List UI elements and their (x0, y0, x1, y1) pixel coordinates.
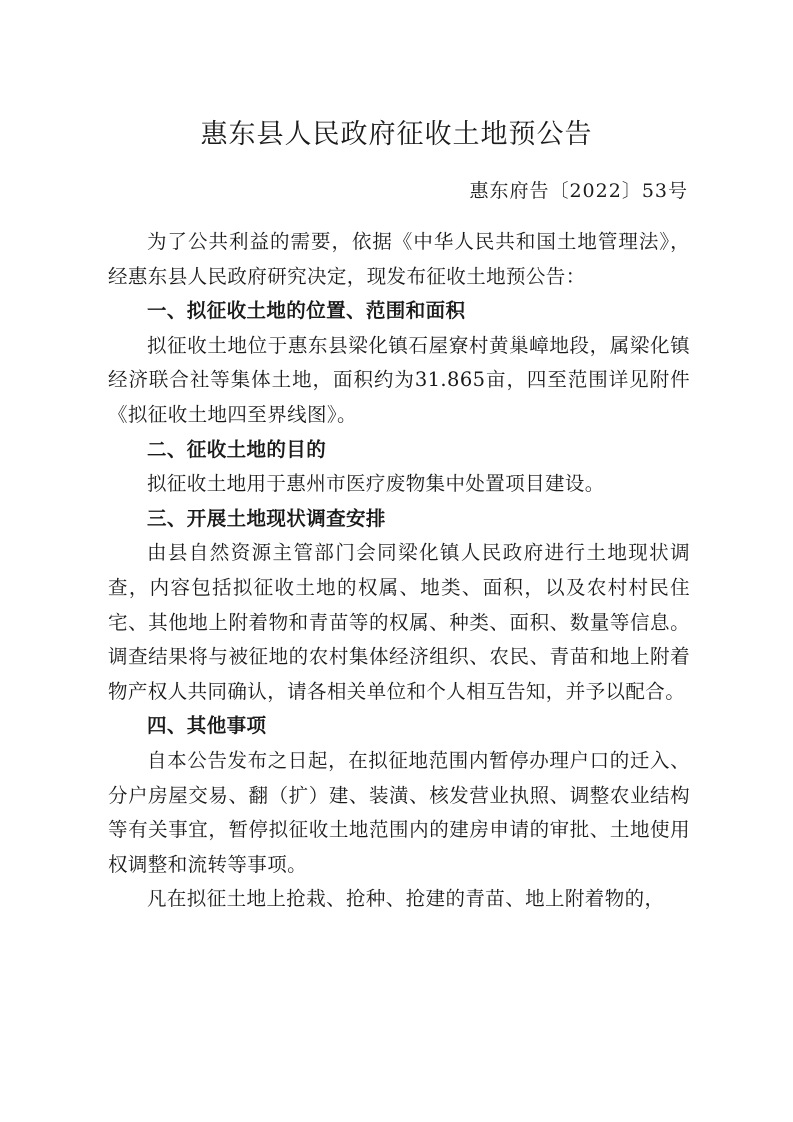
section-heading-survey: 三、开展土地现状调查安排 (147, 506, 386, 530)
document-number: 惠东府告〔2022〕53号 (469, 180, 688, 202)
section-paragraph-other-suspension: 自本公告发布之日起，在拟征地范围内暂停办理户口的迁入、分户房屋交易、翻（扩）建、装潢、核发营业执照、调整农业结构等有关事宜，暂停拟征收土地范围内的建房申请的审批、土地使用权调整和流转等事项。 (108, 748, 690, 876)
section-paragraph-other-rush-planting: 凡在拟征土地上抢栽、抢种、抢建的青苗、地上附着物的， (147, 887, 665, 911)
intro-paragraph: 为了公共利益的需要，依据《中华人民共和国土地管理法》，经惠东县人民政府研究决定，现发布征收土地预公告： (108, 230, 690, 288)
section-paragraph-location: 拟征收土地位于惠东县梁化镇石屋寮村黄巢嶂地段，属梁化镇经济联合社等集体土地，面积约为31.865亩，四至范围详见附件《拟征收土地四至界线图》。 (108, 333, 690, 426)
section-heading-other: 四、其他事项 (147, 714, 267, 738)
section-heading-location: 一、拟征收土地的位置、范围和面积 (147, 299, 466, 323)
section-paragraph-purpose: 拟征收土地用于惠州市医疗废物集中处置项目建设。 (147, 472, 605, 496)
document-title: 惠东县人民政府征收土地预公告 (200, 119, 593, 150)
section-heading-purpose: 二、征收土地的目的 (147, 437, 327, 461)
document-body (108, 225, 690, 917)
section-paragraph-survey: 由县自然资源主管部门会同梁化镇人民政府进行土地现状调查，内容包括拟征收土地的权属、地类、面积，以及农村村民住宅、其他地上附着物和青苗等的权属、种类、面积、数量等信息。调查结果将与被征地的农村集体经济组织、农民、青苗和地上附着物产权人共同确认，请各相关单位和个人相互告知，并予以配合。 (108, 541, 690, 703)
